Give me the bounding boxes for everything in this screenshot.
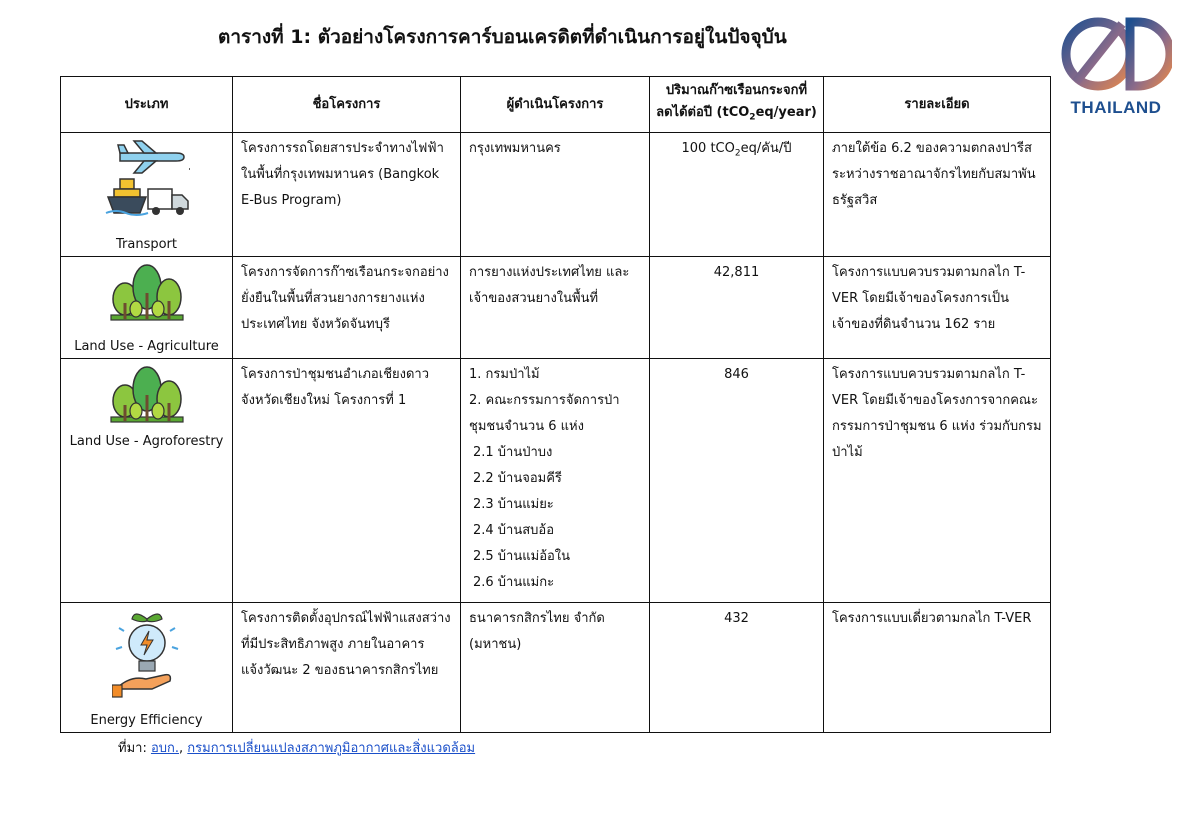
type-label: Transport (115, 237, 177, 252)
header-reduction-sub: 2 (749, 112, 756, 123)
source-note (118, 737, 475, 758)
project-name: โครงการติดตั้งอุปกรณ์ไฟฟ้าแสงสว่างที่มีประสิทธิภาพสูง ภายในอาคารแจ้งวัฒนะ 2 ของธนาคารกสิกรไทย (241, 611, 451, 678)
table-row (61, 133, 1051, 257)
operator-subitem: 2.4 บ้านสบอ้อ (473, 523, 555, 538)
forest-icon (109, 365, 185, 425)
project-name: โครงการจัดการก๊าซเรือนกระจกอย่างยั่งยืนในพื้นที่สวนยางการยางแห่งประเทศไทย จังหวัดจันทบุรี (241, 265, 449, 332)
details-cell (824, 257, 1051, 359)
reduction-cell (650, 603, 824, 733)
table-header-row (61, 77, 1051, 133)
type-cell (61, 133, 233, 257)
header-reduction-line2-prefix: ลดได้ต่อปี (tCO (656, 105, 750, 121)
type-label: Land Use - Agroforestry (69, 434, 224, 449)
header-operator: ผู้ดำเนินโครงการ (461, 77, 650, 133)
sd-thailand-logo (1060, 12, 1178, 120)
type-cell (61, 603, 233, 733)
operator-subitem: 2.3 บ้านแม่ยะ (473, 497, 554, 512)
operator-list (461, 359, 649, 596)
operator-cell (461, 603, 650, 733)
header-project: ชื่อโครงการ (233, 77, 461, 133)
transport-icon (104, 139, 190, 221)
reduction-value: 432 (724, 611, 749, 626)
table-row (61, 359, 1051, 603)
operator-subitem: 2.6 บ้านแม่กะ (473, 575, 555, 590)
reduction-value: 846 (724, 367, 749, 382)
details-text: โครงการแบบควบรวมตามกลไก T-VER โดยมีเจ้าของโครงการจากคณะกรรมการป่าชุมชน 6 แห่ง ร่วมกับกรมป่าไม้ (832, 367, 1042, 460)
details-text: โครงการแบบเดี่ยวตามกลไก T-VER (832, 611, 1032, 626)
operator-name: การยางแห่งประเทศไทย และเจ้าของสวนยางในพื้นที่ (469, 265, 630, 306)
operator-subitem: 2.2 บ้านจอมคีรี (473, 471, 562, 486)
table-row (61, 257, 1051, 359)
logo-text: THAILAND (1070, 98, 1162, 117)
operator-cell (461, 133, 650, 257)
details-text: โครงการแบบควบรวมตามกลไก T-VER โดยมีเจ้าของโครงการเป็นเจ้าของที่ดินจำนวน 162 ราย (832, 265, 1026, 332)
reduction-suffix: eq/คัน/ปี (740, 141, 792, 156)
operator-item: 2. คณะกรรมการจัดการป่าชุมชนจำนวน 6 แห่ง (469, 393, 620, 434)
reduction-cell (650, 257, 824, 359)
project-cell (233, 359, 461, 603)
source-separator: , (179, 741, 188, 756)
operator-name: ธนาคารกสิกรไทย จำกัด (มหาชน) (469, 611, 605, 652)
forest-icon (109, 263, 185, 323)
reduction-cell (650, 133, 824, 257)
operator-name: กรุงเทพมหานคร (469, 141, 561, 156)
reduction-cell (650, 359, 824, 603)
carbon-credit-projects-table (60, 76, 1051, 733)
operator-subitem: 2.1 บ้านป่าบง (473, 445, 553, 460)
lightbulb-icon (112, 609, 182, 699)
table-row (61, 603, 1051, 733)
page-title: ตารางที่ 1: ตัวอย่างโครงการคาร์บอนเครดิตที่ดำเนินการอยู่ในปัจจุบัน (218, 26, 787, 48)
operator-item: 1. กรมป่าไม้ (469, 367, 540, 382)
project-name: โครงการป่าชุมชนอำเภอเชียงดาว จังหวัดเชียงใหม่ โครงการที่ 1 (241, 367, 430, 408)
type-label: Land Use - Agriculture (74, 339, 219, 354)
sd-logo-mark (1060, 12, 1172, 96)
reduction-sub: 2 (734, 148, 741, 159)
source-link-tgo[interactable]: อบก. (150, 741, 180, 756)
operator-cell (461, 257, 650, 359)
reduction-value: 42,811 (713, 265, 760, 280)
details-cell (824, 603, 1051, 733)
reduction-value (650, 133, 823, 167)
header-reduction-line1: ปริมาณก๊าซเรือนกระจกที่ (665, 83, 808, 99)
project-cell (233, 133, 461, 257)
source-label: ที่มา: (118, 741, 151, 756)
header-reduction (650, 77, 824, 133)
type-cell (61, 359, 233, 603)
details-cell (824, 359, 1051, 603)
operator-cell (461, 359, 650, 603)
project-cell (233, 603, 461, 733)
details-cell (824, 133, 1051, 257)
type-cell (61, 257, 233, 359)
operator-subitem: 2.5 บ้านแม่อ้อใน (473, 549, 571, 564)
details-text: ภายใต้ข้อ 6.2 ของความตกลงปารีสระหว่างราชอาณาจักรไทยกับสมาพันธรัฐสวิส (832, 141, 1036, 208)
header-reduction-line2-suffix: eq/year) (755, 105, 817, 121)
type-label: Energy Efficiency (90, 713, 203, 728)
project-cell (233, 257, 461, 359)
header-details: รายละเอียด (824, 77, 1051, 133)
project-name: โครงการรถโดยสารประจำทางไฟฟ้าในพื้นที่กรุงเทพมหานคร (Bangkok E-Bus Program) (241, 141, 444, 208)
source-link-dcce[interactable]: กรมการเปลี่ยนแปลงสภาพภูมิอากาศและสิ่งแวดล้อม (187, 741, 476, 756)
header-type: ประเภท (61, 77, 233, 133)
reduction-prefix: 100 tCO (681, 141, 735, 156)
